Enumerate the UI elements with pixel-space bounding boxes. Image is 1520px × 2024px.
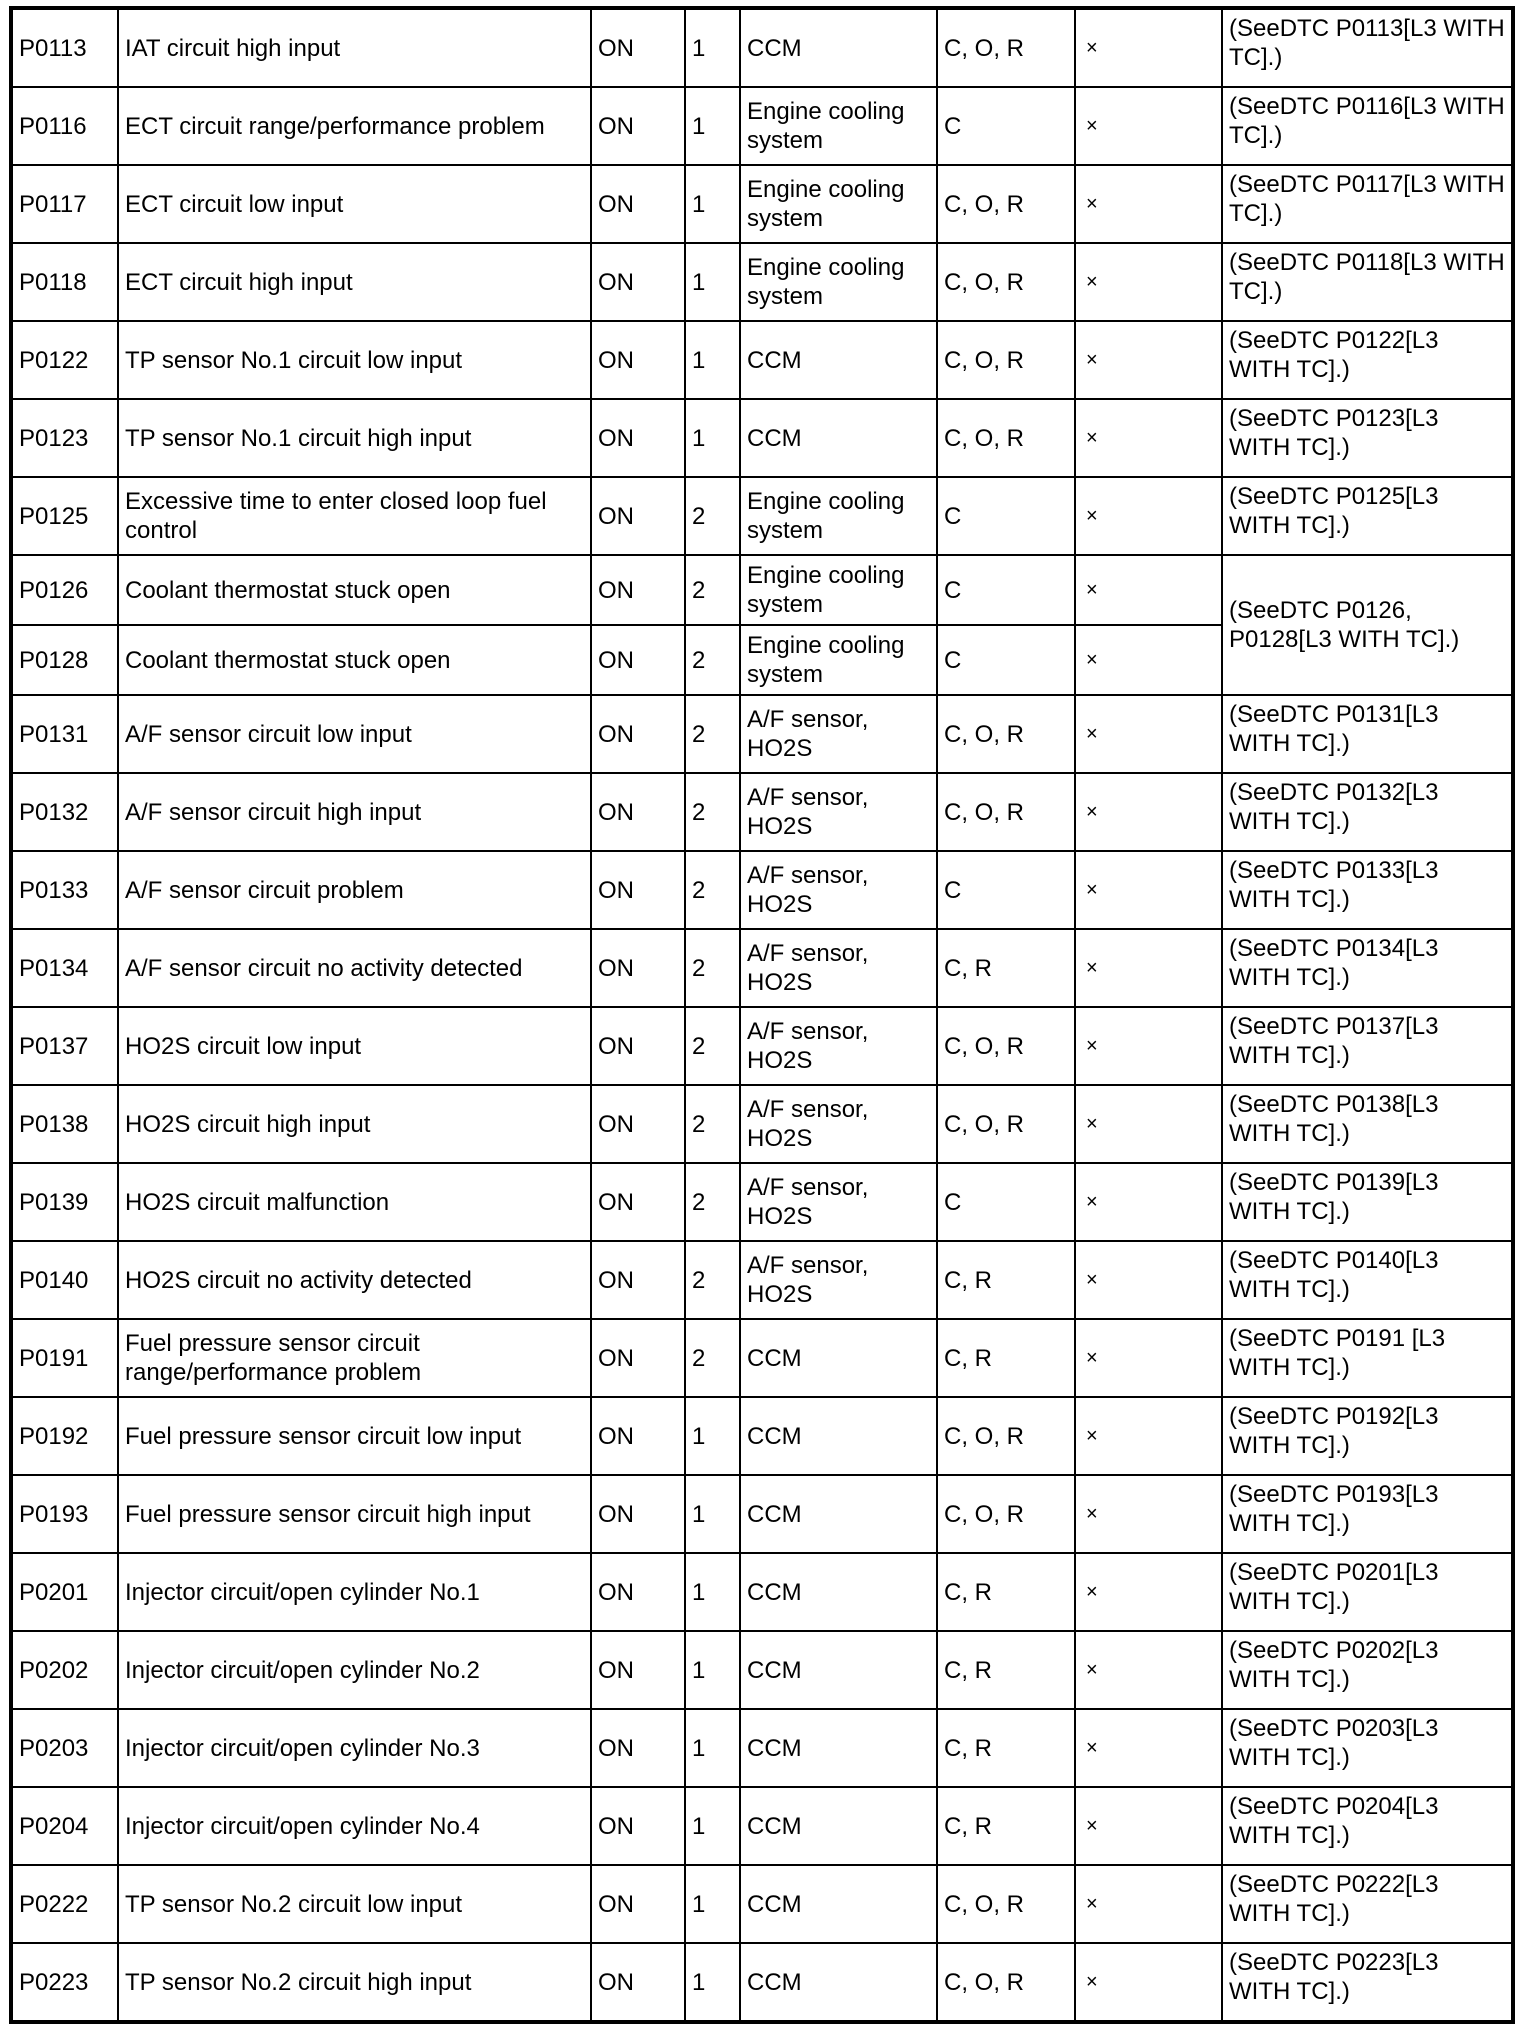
detection-item-cell: C, R xyxy=(937,929,1075,1007)
mil-status-cell: ON xyxy=(591,1241,685,1319)
detection-item-cell: C, R xyxy=(937,1553,1075,1631)
monitor-item-cell: Engine cooling system xyxy=(740,477,937,555)
detection-item-cell: C xyxy=(937,87,1075,165)
table-row xyxy=(11,1943,1513,2022)
dtc-code-cell: P0201 xyxy=(11,1553,118,1631)
table-row xyxy=(11,1397,1513,1475)
reference-link-cell[interactable]: (SeeDTC P0116[L3 WITH TC].) xyxy=(1222,87,1513,165)
reference-link-cell[interactable]: (SeeDTC P0222[L3 WITH TC].) xyxy=(1222,1865,1513,1943)
reference-link-cell[interactable]: (SeeDTC P0140[L3 WITH TC].) xyxy=(1222,1241,1513,1319)
detection-item-cell: C, O, R xyxy=(937,1085,1075,1163)
dtc-description-cell: Excessive time to enter closed loop fuel control xyxy=(118,477,591,555)
dtc-code-cell: P0222 xyxy=(11,1865,118,1943)
reference-link-cell[interactable]: (SeeDTC P0125[L3 WITH TC].) xyxy=(1222,477,1513,555)
monitor-item-cell: A/F sensor, HO2S xyxy=(740,773,937,851)
monitor-item-cell: A/F sensor, HO2S xyxy=(740,851,937,929)
monitor-item-cell: Engine cooling system xyxy=(740,243,937,321)
dtc-code-cell: P0116 xyxy=(11,87,118,165)
detection-item-cell: C, R xyxy=(937,1709,1075,1787)
reference-link-cell[interactable]: (SeeDTC P0139[L3 WITH TC].) xyxy=(1222,1163,1513,1241)
memory-mark-cell: × xyxy=(1075,399,1222,477)
mil-status-cell: ON xyxy=(591,321,685,399)
monitor-item-cell: CCM xyxy=(740,1475,937,1553)
mil-status-cell: ON xyxy=(591,1709,685,1787)
table-row xyxy=(11,929,1513,1007)
reference-link-cell[interactable]: (SeeDTC P0133[L3 WITH TC].) xyxy=(1222,851,1513,929)
dtc-code-cell: P0133 xyxy=(11,851,118,929)
dtc-code-cell: P0138 xyxy=(11,1085,118,1163)
detection-item-cell: C, O, R xyxy=(937,243,1075,321)
memory-mark-cell: × xyxy=(1075,1631,1222,1709)
monitor-item-cell: CCM xyxy=(740,1631,937,1709)
dtc-description-cell: HO2S circuit low input xyxy=(118,1007,591,1085)
monitor-item-cell: CCM xyxy=(740,8,937,87)
table-row xyxy=(11,399,1513,477)
memory-mark-cell: × xyxy=(1075,1475,1222,1553)
memory-mark-cell: × xyxy=(1075,929,1222,1007)
detection-item-cell: C, O, R xyxy=(937,321,1075,399)
table-row xyxy=(11,87,1513,165)
mil-status-cell: ON xyxy=(591,399,685,477)
mil-status-cell: ON xyxy=(591,477,685,555)
trip-count-cell: 2 xyxy=(685,1007,740,1085)
trip-count-cell: 2 xyxy=(685,477,740,555)
table-row xyxy=(11,555,1513,625)
monitor-item-cell: A/F sensor, HO2S xyxy=(740,1241,937,1319)
trip-count-cell: 2 xyxy=(685,1085,740,1163)
trip-count-cell: 1 xyxy=(685,243,740,321)
memory-mark-cell: × xyxy=(1075,87,1222,165)
memory-mark-cell: × xyxy=(1075,1085,1222,1163)
mil-status-cell: ON xyxy=(591,625,685,695)
trip-count-cell: 2 xyxy=(685,625,740,695)
reference-link-cell[interactable]: (SeeDTC P0134[L3 WITH TC].) xyxy=(1222,929,1513,1007)
trip-count-cell: 2 xyxy=(685,773,740,851)
dtc-description-cell: HO2S circuit malfunction xyxy=(118,1163,591,1241)
dtc-code-cell: P0193 xyxy=(11,1475,118,1553)
mil-status-cell: ON xyxy=(591,1865,685,1943)
dtc-code-cell: P0113 xyxy=(11,8,118,87)
monitor-item-cell: CCM xyxy=(740,1787,937,1865)
trip-count-cell: 1 xyxy=(685,8,740,87)
monitor-item-cell: CCM xyxy=(740,1319,937,1397)
dtc-code-cell: P0134 xyxy=(11,929,118,1007)
trip-count-cell: 1 xyxy=(685,165,740,243)
dtc-description-cell: A/F sensor circuit low input xyxy=(118,695,591,773)
trip-count-cell: 1 xyxy=(685,1553,740,1631)
detection-item-cell: C, O, R xyxy=(937,165,1075,243)
detection-item-cell: C, O, R xyxy=(937,8,1075,87)
mil-status-cell: ON xyxy=(591,1397,685,1475)
table-row xyxy=(11,1163,1513,1241)
memory-mark-cell: × xyxy=(1075,1007,1222,1085)
reference-link-cell[interactable]: (SeeDTC P0126, P0128[L3 WITH TC].) xyxy=(1222,555,1513,695)
table-row xyxy=(11,1709,1513,1787)
dtc-description-cell: TP sensor No.2 circuit low input xyxy=(118,1865,591,1943)
detection-item-cell: C, O, R xyxy=(937,1007,1075,1085)
monitor-item-cell: CCM xyxy=(740,1553,937,1631)
detection-item-cell: C xyxy=(937,555,1075,625)
table-row xyxy=(11,695,1513,773)
dtc-description-cell: A/F sensor circuit no activity detected xyxy=(118,929,591,1007)
dtc-description-cell: TP sensor No.1 circuit low input xyxy=(118,321,591,399)
table-row xyxy=(11,321,1513,399)
trip-count-cell: 1 xyxy=(685,87,740,165)
dtc-code-cell: P0117 xyxy=(11,165,118,243)
trip-count-cell: 2 xyxy=(685,1241,740,1319)
memory-mark-cell: × xyxy=(1075,1943,1222,2022)
reference-link-cell[interactable]: (SeeDTC P0223[L3 WITH TC].) xyxy=(1222,1943,1513,2022)
table-row xyxy=(11,1631,1513,1709)
memory-mark-cell: × xyxy=(1075,555,1222,625)
dtc-description-cell: Injector circuit/open cylinder No.3 xyxy=(118,1709,591,1787)
trip-count-cell: 1 xyxy=(685,1709,740,1787)
memory-mark-cell: × xyxy=(1075,1553,1222,1631)
dtc-description-cell: HO2S circuit no activity detected xyxy=(118,1241,591,1319)
table-row xyxy=(11,851,1513,929)
detection-item-cell: C xyxy=(937,477,1075,555)
table-row xyxy=(11,1475,1513,1553)
dtc-description-cell: ECT circuit range/performance problem xyxy=(118,87,591,165)
memory-mark-cell: × xyxy=(1075,165,1222,243)
table-row xyxy=(11,773,1513,851)
trip-count-cell: 1 xyxy=(685,1865,740,1943)
memory-mark-cell: × xyxy=(1075,773,1222,851)
reference-link-cell[interactable]: (SeeDTC P0131[L3 WITH TC].) xyxy=(1222,695,1513,773)
detection-item-cell: C, O, R xyxy=(937,695,1075,773)
dtc-description-cell: Injector circuit/open cylinder No.1 xyxy=(118,1553,591,1631)
dtc-code-cell: P0191 xyxy=(11,1319,118,1397)
monitor-item-cell: CCM xyxy=(740,399,937,477)
dtc-description-cell: ECT circuit low input xyxy=(118,165,591,243)
mil-status-cell: ON xyxy=(591,8,685,87)
memory-mark-cell: × xyxy=(1075,1709,1222,1787)
trip-count-cell: 2 xyxy=(685,1163,740,1241)
dtc-code-cell: P0126 xyxy=(11,555,118,625)
table-row xyxy=(11,477,1513,555)
mil-status-cell: ON xyxy=(591,1163,685,1241)
memory-mark-cell: × xyxy=(1075,1787,1222,1865)
dtc-code-cell: P0122 xyxy=(11,321,118,399)
mil-status-cell: ON xyxy=(591,87,685,165)
detection-item-cell: C, O, R xyxy=(937,1475,1075,1553)
table-row xyxy=(11,1553,1513,1631)
memory-mark-cell: × xyxy=(1075,8,1222,87)
detection-item-cell: C xyxy=(937,851,1075,929)
dtc-code-cell: P0140 xyxy=(11,1241,118,1319)
detection-item-cell: C, R xyxy=(937,1241,1075,1319)
memory-mark-cell: × xyxy=(1075,851,1222,929)
table-row xyxy=(11,165,1513,243)
dtc-description-cell: Injector circuit/open cylinder No.2 xyxy=(118,1631,591,1709)
monitor-item-cell: CCM xyxy=(740,1943,937,2022)
dtc-description-cell: TP sensor No.1 circuit high input xyxy=(118,399,591,477)
memory-mark-cell: × xyxy=(1075,1865,1222,1943)
table-row xyxy=(11,1007,1513,1085)
mil-status-cell: ON xyxy=(591,1319,685,1397)
table-row xyxy=(11,1865,1513,1943)
mil-status-cell: ON xyxy=(591,1943,685,2022)
dtc-table xyxy=(9,6,1515,2024)
mil-status-cell: ON xyxy=(591,165,685,243)
trip-count-cell: 1 xyxy=(685,1397,740,1475)
mil-status-cell: ON xyxy=(591,555,685,625)
detection-item-cell: C, O, R xyxy=(937,1943,1075,2022)
table-row xyxy=(11,243,1513,321)
mil-status-cell: ON xyxy=(591,1553,685,1631)
detection-item-cell: C xyxy=(937,1163,1075,1241)
table-row xyxy=(11,1085,1513,1163)
memory-mark-cell: × xyxy=(1075,1397,1222,1475)
reference-link-cell[interactable]: (SeeDTC P0137[L3 WITH TC].) xyxy=(1222,1007,1513,1085)
dtc-code-cell: P0137 xyxy=(11,1007,118,1085)
dtc-code-cell: P0118 xyxy=(11,243,118,321)
dtc-description-cell: A/F sensor circuit high input xyxy=(118,773,591,851)
dtc-code-cell: P0128 xyxy=(11,625,118,695)
dtc-code-cell: P0223 xyxy=(11,1943,118,2022)
detection-item-cell: C, O, R xyxy=(937,1865,1075,1943)
detection-item-cell: C, R xyxy=(937,1319,1075,1397)
dtc-code-cell: P0131 xyxy=(11,695,118,773)
reference-link-cell[interactable]: (SeeDTC P0193[L3 WITH TC].) xyxy=(1222,1475,1513,1553)
memory-mark-cell: × xyxy=(1075,243,1222,321)
reference-link-cell[interactable]: (SeeDTC P0202[L3 WITH TC].) xyxy=(1222,1631,1513,1709)
monitor-item-cell: A/F sensor, HO2S xyxy=(740,695,937,773)
monitor-item-cell: A/F sensor, HO2S xyxy=(740,1085,937,1163)
dtc-code-cell: P0139 xyxy=(11,1163,118,1241)
reference-link-cell[interactable]: (SeeDTC P0132[L3 WITH TC].) xyxy=(1222,773,1513,851)
dtc-description-cell: IAT circuit high input xyxy=(118,8,591,87)
monitor-item-cell: Engine cooling system xyxy=(740,555,937,625)
dtc-description-cell: HO2S circuit high input xyxy=(118,1085,591,1163)
monitor-item-cell: CCM xyxy=(740,1709,937,1787)
detection-item-cell: C, O, R xyxy=(937,1397,1075,1475)
memory-mark-cell: × xyxy=(1075,695,1222,773)
mil-status-cell: ON xyxy=(591,695,685,773)
mil-status-cell: ON xyxy=(591,1085,685,1163)
table-row xyxy=(11,1241,1513,1319)
reference-link-cell[interactable]: (SeeDTC P0191 [L3 WITH TC].) xyxy=(1222,1319,1513,1397)
dtc-description-cell: A/F sensor circuit problem xyxy=(118,851,591,929)
reference-link-cell[interactable]: (SeeDTC P0118[L3 WITH TC].) xyxy=(1222,243,1513,321)
dtc-code-cell: P0125 xyxy=(11,477,118,555)
monitor-item-cell: CCM xyxy=(740,321,937,399)
reference-link-cell[interactable]: (SeeDTC P0203[L3 WITH TC].) xyxy=(1222,1709,1513,1787)
trip-count-cell: 1 xyxy=(685,321,740,399)
table-row xyxy=(11,8,1513,87)
dtc-description-cell: Coolant thermostat stuck open xyxy=(118,625,591,695)
trip-count-cell: 2 xyxy=(685,695,740,773)
detection-item-cell: C, R xyxy=(937,1787,1075,1865)
reference-link-cell[interactable]: (SeeDTC P0201[L3 WITH TC].) xyxy=(1222,1553,1513,1631)
monitor-item-cell: CCM xyxy=(740,1397,937,1475)
reference-link-cell[interactable]: (SeeDTC P0122[L3 WITH TC].) xyxy=(1222,321,1513,399)
memory-mark-cell: × xyxy=(1075,321,1222,399)
monitor-item-cell: A/F sensor, HO2S xyxy=(740,929,937,1007)
reference-link-cell[interactable]: (SeeDTC P0117[L3 WITH TC].) xyxy=(1222,165,1513,243)
monitor-item-cell: Engine cooling system xyxy=(740,165,937,243)
detection-item-cell: C, O, R xyxy=(937,773,1075,851)
dtc-code-cell: P0132 xyxy=(11,773,118,851)
trip-count-cell: 2 xyxy=(685,851,740,929)
mil-status-cell: ON xyxy=(591,1631,685,1709)
reference-link-cell[interactable]: (SeeDTC P0192[L3 WITH TC].) xyxy=(1222,1397,1513,1475)
memory-mark-cell: × xyxy=(1075,1319,1222,1397)
dtc-code-cell: P0123 xyxy=(11,399,118,477)
trip-count-cell: 1 xyxy=(685,1631,740,1709)
detection-item-cell: C, R xyxy=(937,1631,1075,1709)
monitor-item-cell: CCM xyxy=(740,1865,937,1943)
monitor-item-cell: Engine cooling system xyxy=(740,87,937,165)
dtc-code-cell: P0203 xyxy=(11,1709,118,1787)
dtc-description-cell: ECT circuit high input xyxy=(118,243,591,321)
table-row xyxy=(11,1319,1513,1397)
dtc-description-cell: Fuel pressure sensor circuit high input xyxy=(118,1475,591,1553)
dtc-code-cell: P0192 xyxy=(11,1397,118,1475)
memory-mark-cell: × xyxy=(1075,477,1222,555)
monitor-item-cell: A/F sensor, HO2S xyxy=(740,1163,937,1241)
trip-count-cell: 2 xyxy=(685,1319,740,1397)
trip-count-cell: 1 xyxy=(685,1787,740,1865)
detection-item-cell: C xyxy=(937,625,1075,695)
reference-link-cell[interactable]: (SeeDTC P0123[L3 WITH TC].) xyxy=(1222,399,1513,477)
dtc-description-cell: Coolant thermostat stuck open xyxy=(118,555,591,625)
reference-link-cell[interactable]: (SeeDTC P0204[L3 WITH TC].) xyxy=(1222,1787,1513,1865)
trip-count-cell: 2 xyxy=(685,555,740,625)
dtc-description-cell: TP sensor No.2 circuit high input xyxy=(118,1943,591,2022)
memory-mark-cell: × xyxy=(1075,625,1222,695)
mil-status-cell: ON xyxy=(591,1007,685,1085)
trip-count-cell: 1 xyxy=(685,399,740,477)
mil-status-cell: ON xyxy=(591,929,685,1007)
monitor-item-cell: Engine cooling system xyxy=(740,625,937,695)
dtc-description-cell: Fuel pressure sensor circuit range/performance problem xyxy=(118,1319,591,1397)
mil-status-cell: ON xyxy=(591,243,685,321)
memory-mark-cell: × xyxy=(1075,1241,1222,1319)
dtc-description-cell: Fuel pressure sensor circuit low input xyxy=(118,1397,591,1475)
detection-item-cell: C, O, R xyxy=(937,399,1075,477)
dtc-table-body xyxy=(11,8,1513,2022)
trip-count-cell: 2 xyxy=(685,929,740,1007)
dtc-description-cell: Injector circuit/open cylinder No.4 xyxy=(118,1787,591,1865)
table-row xyxy=(11,1787,1513,1865)
mil-status-cell: ON xyxy=(591,773,685,851)
reference-link-cell[interactable]: (SeeDTC P0138[L3 WITH TC].) xyxy=(1222,1085,1513,1163)
dtc-code-cell: P0204 xyxy=(11,1787,118,1865)
dtc-code-cell: P0202 xyxy=(11,1631,118,1709)
reference-link-cell[interactable]: (SeeDTC P0113[L3 WITH TC].) xyxy=(1222,8,1513,87)
monitor-item-cell: A/F sensor, HO2S xyxy=(740,1007,937,1085)
mil-status-cell: ON xyxy=(591,1787,685,1865)
memory-mark-cell: × xyxy=(1075,1163,1222,1241)
mil-status-cell: ON xyxy=(591,1475,685,1553)
trip-count-cell: 1 xyxy=(685,1943,740,2022)
mil-status-cell: ON xyxy=(591,851,685,929)
trip-count-cell: 1 xyxy=(685,1475,740,1553)
